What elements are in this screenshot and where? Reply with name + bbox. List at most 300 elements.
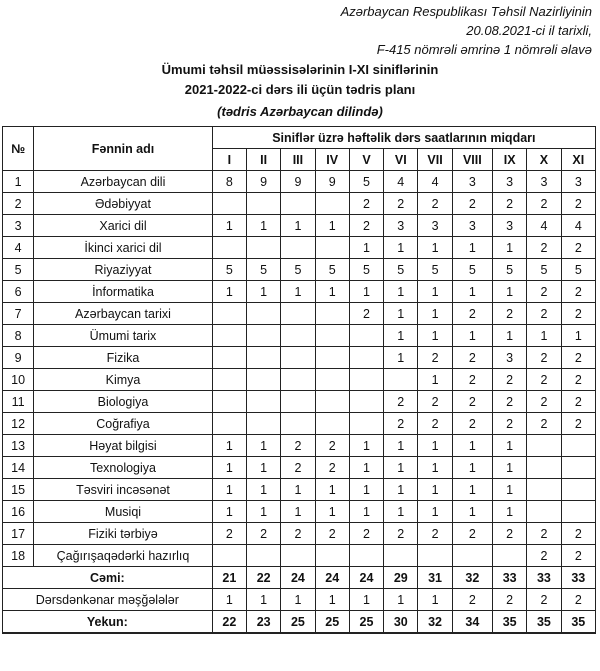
hours-cell: 1 (212, 281, 246, 303)
hours-cell (247, 347, 281, 369)
hours-cell: 5 (349, 171, 383, 193)
hours-cell: 2 (527, 347, 561, 369)
hours-cell (315, 237, 349, 259)
row-number: 11 (3, 391, 34, 413)
hours-cell: 1 (212, 435, 246, 457)
hours-cell (281, 325, 315, 347)
hours-cell: 1 (384, 303, 418, 325)
hours-cell: 23 (247, 611, 281, 634)
hours-cell: 2 (384, 413, 418, 435)
hours-cell (384, 369, 418, 391)
hours-cell (315, 303, 349, 325)
hours-cell: 1 (349, 435, 383, 457)
grade-header: X (527, 149, 561, 171)
hours-cell (212, 237, 246, 259)
hours-cell (212, 325, 246, 347)
hours-cell: 1 (384, 237, 418, 259)
grade-header: VII (418, 149, 452, 171)
hours-cell: 1 (384, 281, 418, 303)
hours-cell: 2 (527, 523, 561, 545)
hours-cell: 1 (384, 457, 418, 479)
hours-cell: 4 (561, 215, 595, 237)
subject-name: İnformatika (34, 281, 212, 303)
extracurricular-row-label: Dərsdənkənar məşğələlər (3, 589, 213, 611)
table-row (3, 171, 596, 193)
hours-cell: 1 (315, 589, 349, 611)
column-header-weekly-hours: Siniflər üzrə həftəlik dərs saatlarının miqdarı (212, 127, 595, 149)
row-number: 17 (3, 523, 34, 545)
column-header-number: № (3, 127, 34, 171)
hours-cell (281, 237, 315, 259)
table-row (3, 325, 596, 347)
hours-cell: 33 (527, 567, 561, 589)
grand-total-row-label: Yekun: (3, 611, 213, 634)
hours-cell: 2 (418, 347, 452, 369)
hours-cell: 1 (452, 281, 492, 303)
hours-cell: 2 (452, 589, 492, 611)
hours-cell: 5 (247, 259, 281, 281)
hours-cell: 1 (247, 435, 281, 457)
grade-header: I (212, 149, 246, 171)
subject-name: Çağırışaqədərki hazırlıq (34, 545, 212, 567)
row-number: 13 (3, 435, 34, 457)
hours-cell: 1 (493, 325, 527, 347)
total-row (3, 567, 596, 589)
hours-cell (281, 369, 315, 391)
table-row (3, 303, 596, 325)
hours-cell (561, 501, 595, 523)
subject-name: Təsviri incəsənət (34, 479, 212, 501)
hours-cell: 4 (384, 171, 418, 193)
hours-cell: 1 (247, 457, 281, 479)
hours-cell: 1 (452, 479, 492, 501)
annex-note (341, 2, 592, 59)
hours-cell: 2 (561, 303, 595, 325)
hours-cell: 3 (493, 347, 527, 369)
hours-cell (527, 479, 561, 501)
hours-cell: 2 (493, 391, 527, 413)
hours-cell: 1 (418, 369, 452, 391)
hours-cell: 2 (452, 523, 492, 545)
hours-cell: 2 (212, 523, 246, 545)
hours-cell: 1 (384, 479, 418, 501)
hours-cell: 2 (384, 391, 418, 413)
hours-cell: 1 (452, 325, 492, 347)
hours-cell: 2 (493, 589, 527, 611)
hours-cell: 21 (212, 567, 246, 589)
row-number: 6 (3, 281, 34, 303)
hours-cell (212, 545, 246, 567)
total-row-label: Cəmi: (3, 567, 213, 589)
hours-cell (561, 435, 595, 457)
annex-line-2: 20.08.2021-ci il tarixli, (466, 23, 592, 38)
hours-cell: 24 (349, 567, 383, 589)
hours-cell: 3 (493, 215, 527, 237)
hours-cell: 1 (418, 237, 452, 259)
hours-cell: 30 (384, 611, 418, 634)
grade-header: VI (384, 149, 418, 171)
subject-name: Biologiya (34, 391, 212, 413)
hours-cell: 4 (418, 171, 452, 193)
hours-cell (527, 457, 561, 479)
hours-cell (315, 347, 349, 369)
hours-cell: 1 (527, 325, 561, 347)
row-number: 18 (3, 545, 34, 567)
subject-name: Ümumi tarix (34, 325, 212, 347)
hours-cell: 2 (561, 281, 595, 303)
hours-cell: 2 (349, 523, 383, 545)
hours-cell (349, 413, 383, 435)
hours-cell: 35 (527, 611, 561, 634)
hours-cell: 35 (493, 611, 527, 634)
row-number: 15 (3, 479, 34, 501)
hours-cell (452, 545, 492, 567)
hours-cell: 3 (418, 215, 452, 237)
hours-cell: 3 (493, 171, 527, 193)
hours-cell: 2 (281, 523, 315, 545)
hours-cell: 1 (349, 281, 383, 303)
hours-cell: 1 (247, 215, 281, 237)
hours-cell: 1 (493, 457, 527, 479)
row-number: 2 (3, 193, 34, 215)
hours-cell: 2 (418, 193, 452, 215)
hours-cell (384, 545, 418, 567)
hours-cell: 2 (527, 545, 561, 567)
hours-cell: 2 (527, 193, 561, 215)
hours-cell: 2 (418, 523, 452, 545)
hours-cell (315, 325, 349, 347)
hours-cell (315, 391, 349, 413)
hours-cell: 2 (493, 413, 527, 435)
grade-header: V (349, 149, 383, 171)
table-row (3, 523, 596, 545)
hours-cell: 2 (315, 523, 349, 545)
hours-cell: 34 (452, 611, 492, 634)
hours-cell: 5 (384, 259, 418, 281)
hours-cell: 1 (493, 435, 527, 457)
hours-cell: 2 (452, 369, 492, 391)
curriculum-table (2, 126, 596, 634)
hours-cell: 1 (315, 215, 349, 237)
subject-name: Azərbaycan dili (34, 171, 212, 193)
hours-cell (315, 413, 349, 435)
row-number: 7 (3, 303, 34, 325)
subject-name: Xarici dil (34, 215, 212, 237)
hours-cell (247, 545, 281, 567)
hours-cell: 1 (281, 479, 315, 501)
table-row (3, 413, 596, 435)
subject-name: Fizika (34, 347, 212, 369)
header-row (3, 127, 596, 149)
table-row (3, 457, 596, 479)
row-number: 3 (3, 215, 34, 237)
hours-cell (281, 193, 315, 215)
hours-cell: 2 (527, 369, 561, 391)
hours-cell: 8 (212, 171, 246, 193)
table-row (3, 347, 596, 369)
hours-cell: 2 (561, 545, 595, 567)
hours-cell: 4 (527, 215, 561, 237)
hours-cell: 22 (212, 611, 246, 634)
row-number: 10 (3, 369, 34, 391)
hours-cell (281, 303, 315, 325)
hours-cell: 29 (384, 567, 418, 589)
grade-header: III (281, 149, 315, 171)
hours-cell: 1 (418, 479, 452, 501)
hours-cell: 5 (281, 259, 315, 281)
hours-cell: 1 (561, 325, 595, 347)
hours-cell: 33 (493, 567, 527, 589)
hours-cell (281, 347, 315, 369)
hours-cell: 25 (349, 611, 383, 634)
hours-cell (281, 413, 315, 435)
hours-cell (418, 545, 452, 567)
hours-cell: 1 (281, 589, 315, 611)
hours-cell: 3 (561, 171, 595, 193)
row-number: 8 (3, 325, 34, 347)
hours-cell: 2 (315, 457, 349, 479)
hours-cell (561, 479, 595, 501)
hours-cell: 5 (212, 259, 246, 281)
hours-cell: 1 (418, 589, 452, 611)
hours-cell: 1 (418, 457, 452, 479)
hours-cell (281, 391, 315, 413)
hours-cell (247, 413, 281, 435)
hours-cell: 2 (452, 193, 492, 215)
hours-cell: 1 (281, 215, 315, 237)
hours-cell (247, 325, 281, 347)
hours-cell: 2 (561, 589, 595, 611)
hours-cell: 1 (493, 501, 527, 523)
hours-cell: 2 (493, 523, 527, 545)
hours-cell (315, 545, 349, 567)
hours-cell: 1 (247, 501, 281, 523)
hours-cell (349, 347, 383, 369)
hours-cell: 3 (384, 215, 418, 237)
title-line-2: 2021-2022-ci dərs ili üçün tədris planı (184, 82, 416, 97)
subject-name: Ədəbiyyat (34, 193, 212, 215)
grade-header: VIII (452, 149, 492, 171)
hours-cell: 1 (212, 589, 246, 611)
hours-cell: 1 (281, 501, 315, 523)
hours-cell: 2 (418, 413, 452, 435)
hours-cell: 1 (212, 457, 246, 479)
row-number: 5 (3, 259, 34, 281)
hours-cell: 1 (418, 435, 452, 457)
hours-cell (212, 369, 246, 391)
hours-cell (212, 347, 246, 369)
hours-cell: 1 (452, 501, 492, 523)
hours-cell: 2 (349, 193, 383, 215)
document-subtitle: (tədris Azərbaycan dilində) (217, 104, 383, 119)
table-row (3, 391, 596, 413)
grand-total-row (3, 611, 596, 634)
hours-cell: 2 (452, 413, 492, 435)
hours-cell: 1 (493, 281, 527, 303)
hours-cell: 1 (247, 479, 281, 501)
grade-header: II (247, 149, 281, 171)
table-row (3, 501, 596, 523)
hours-cell: 2 (281, 435, 315, 457)
annex-line-1: Azərbaycan Respublikası Təhsil Nazirliyinin (340, 4, 592, 19)
hours-cell: 24 (315, 567, 349, 589)
hours-cell: 2 (527, 303, 561, 325)
hours-cell: 1 (247, 281, 281, 303)
hours-cell: 1 (384, 347, 418, 369)
hours-cell (212, 303, 246, 325)
hours-cell (247, 391, 281, 413)
hours-cell: 1 (349, 589, 383, 611)
hours-cell: 3 (527, 171, 561, 193)
hours-cell: 2 (452, 391, 492, 413)
annex-line-3: F-415 nömrəli əmrinə 1 nömrəli əlavə (376, 42, 592, 57)
subject-name: Riyaziyyat (34, 259, 212, 281)
hours-cell: 1 (349, 479, 383, 501)
hours-cell: 5 (493, 259, 527, 281)
hours-cell: 3 (452, 215, 492, 237)
hours-cell: 1 (384, 589, 418, 611)
hours-cell: 35 (561, 611, 595, 634)
hours-cell: 1 (384, 501, 418, 523)
hours-cell: 2 (384, 193, 418, 215)
hours-cell: 2 (561, 391, 595, 413)
table-row (3, 479, 596, 501)
hours-cell: 1 (212, 501, 246, 523)
hours-cell: 2 (561, 523, 595, 545)
table-row (3, 435, 596, 457)
hours-cell: 9 (315, 171, 349, 193)
hours-cell: 2 (493, 369, 527, 391)
hours-cell: 2 (452, 347, 492, 369)
hours-cell: 24 (281, 567, 315, 589)
document-title (0, 60, 600, 100)
subject-name: Həyat bilgisi (34, 435, 212, 457)
row-number: 4 (3, 237, 34, 259)
hours-cell: 2 (315, 435, 349, 457)
hours-cell: 2 (561, 413, 595, 435)
hours-cell (349, 325, 383, 347)
table-row (3, 281, 596, 303)
grade-header: IV (315, 149, 349, 171)
hours-cell (349, 369, 383, 391)
table-row (3, 193, 596, 215)
hours-cell: 1 (212, 479, 246, 501)
table-row (3, 545, 596, 567)
title-line-1: Ümumi təhsil müəssisələrinin I-XI siniflərinin (161, 62, 439, 77)
subject-name: Kimya (34, 369, 212, 391)
subject-name: İkinci xarici dil (34, 237, 212, 259)
hours-cell: 5 (418, 259, 452, 281)
hours-cell: 9 (247, 171, 281, 193)
hours-cell: 33 (561, 567, 595, 589)
hours-cell: 5 (452, 259, 492, 281)
hours-cell (212, 413, 246, 435)
hours-cell: 2 (561, 237, 595, 259)
hours-cell: 1 (247, 589, 281, 611)
hours-cell: 2 (527, 589, 561, 611)
row-number: 14 (3, 457, 34, 479)
hours-cell (349, 391, 383, 413)
hours-cell: 5 (561, 259, 595, 281)
hours-cell (212, 193, 246, 215)
hours-cell: 32 (452, 567, 492, 589)
subject-name: Musiqi (34, 501, 212, 523)
hours-cell: 22 (247, 567, 281, 589)
hours-cell: 2 (349, 215, 383, 237)
grade-header: IX (493, 149, 527, 171)
hours-cell: 2 (349, 303, 383, 325)
hours-cell (281, 545, 315, 567)
hours-cell: 1 (493, 479, 527, 501)
hours-cell: 1 (384, 435, 418, 457)
hours-cell (493, 545, 527, 567)
hours-cell: 5 (527, 259, 561, 281)
hours-cell: 5 (349, 259, 383, 281)
hours-cell: 2 (281, 457, 315, 479)
hours-cell: 2 (561, 347, 595, 369)
hours-cell: 1 (452, 237, 492, 259)
hours-cell: 1 (418, 501, 452, 523)
hours-cell: 5 (315, 259, 349, 281)
hours-cell: 1 (418, 325, 452, 347)
row-number: 16 (3, 501, 34, 523)
subject-name: Azərbaycan tarixi (34, 303, 212, 325)
hours-cell: 2 (493, 193, 527, 215)
column-header-subject: Fənnin adı (34, 127, 212, 171)
hours-cell: 1 (349, 237, 383, 259)
hours-cell: 1 (349, 501, 383, 523)
hours-cell: 2 (452, 303, 492, 325)
hours-cell: 1 (315, 501, 349, 523)
extracurricular-row (3, 589, 596, 611)
row-number: 9 (3, 347, 34, 369)
hours-cell: 25 (315, 611, 349, 634)
hours-cell (247, 237, 281, 259)
hours-cell: 1 (493, 237, 527, 259)
hours-cell: 2 (527, 281, 561, 303)
subject-name: Fiziki tərbiyə (34, 523, 212, 545)
hours-cell: 1 (452, 457, 492, 479)
hours-cell (247, 369, 281, 391)
hours-cell: 32 (418, 611, 452, 634)
hours-cell (561, 457, 595, 479)
hours-cell (315, 193, 349, 215)
table-row (3, 369, 596, 391)
hours-cell: 2 (247, 523, 281, 545)
row-number: 1 (3, 171, 34, 193)
hours-cell (527, 501, 561, 523)
hours-cell (527, 435, 561, 457)
hours-cell: 1 (384, 325, 418, 347)
hours-cell: 1 (212, 215, 246, 237)
hours-cell: 1 (349, 457, 383, 479)
hours-cell: 2 (384, 523, 418, 545)
hours-cell (349, 545, 383, 567)
hours-cell: 3 (452, 171, 492, 193)
hours-cell: 2 (561, 369, 595, 391)
grade-header: XI (561, 149, 595, 171)
hours-cell: 2 (418, 391, 452, 413)
hours-cell: 25 (281, 611, 315, 634)
hours-cell: 1 (315, 281, 349, 303)
hours-cell: 1 (418, 281, 452, 303)
hours-cell: 1 (315, 479, 349, 501)
hours-cell (247, 303, 281, 325)
hours-cell: 1 (281, 281, 315, 303)
table-row (3, 259, 596, 281)
hours-cell: 2 (527, 413, 561, 435)
hours-cell (247, 193, 281, 215)
